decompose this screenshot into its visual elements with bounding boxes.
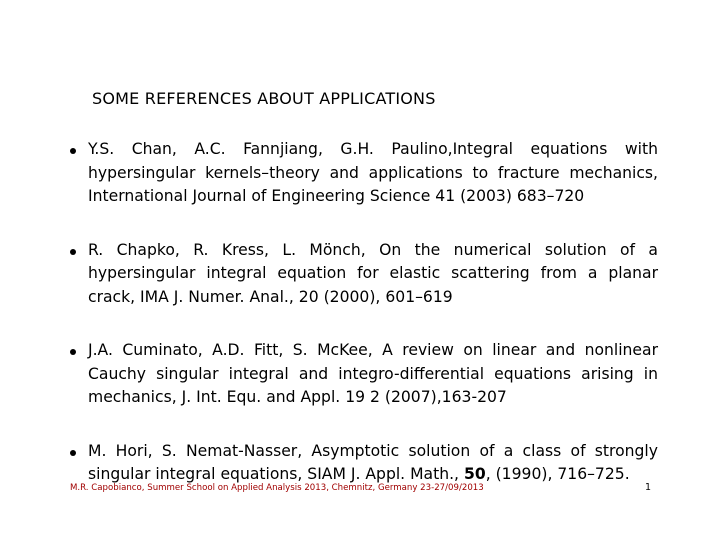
reference-item xyxy=(70,138,658,209)
reference-text: R. Chapko, R. Kress, L. Mönch, On the numerical solution of a hypersingular integral equation for elastic scattering from a planar crack, IMA J. Numer. Anal., 20 (2000), 601–619 xyxy=(88,240,658,306)
reference-text: J.A. Cuminato, A.D. Fitt, S. McKee, A review on linear and nonlinear Cauchy singular integral and integro-differential equations arising in mechanics, J. Int. Equ. and Appl. 19 2 (2007),163-207 xyxy=(88,341,658,406)
bullet-icon xyxy=(70,450,76,456)
bullet-icon xyxy=(70,349,76,355)
reference-text: Y.S. Chan, A.C. Fannjiang, G.H. Paulino,Integral equations with hypersingular kernels–theory and applications to fracture mechanics, International Journal of Engineering Science 41 (2003) 683–720 xyxy=(88,140,658,205)
bullet-icon xyxy=(70,148,76,154)
reference-volume: 50 xyxy=(463,465,486,483)
reference-text-start: M. Hori, S. Nemat-Nasser, Asymptotic solution of a class of strongly singular integral equations, SIAM J. Appl. Math., xyxy=(88,441,658,483)
page-number: 1 xyxy=(645,482,652,493)
reference-item xyxy=(70,440,658,487)
reference-list xyxy=(70,138,658,517)
bullet-icon xyxy=(70,249,76,255)
reference-text-end: , (1990), 716–725. xyxy=(485,465,630,483)
reference-item xyxy=(70,339,658,410)
footer-text: M.R. Capobianco, Summer School on Applied Analysis 2013, Chemnitz, Germany 23-27/09/2013 xyxy=(70,483,484,493)
reference-item xyxy=(70,239,658,310)
reference-text xyxy=(88,442,658,484)
slide-title: SOME REFERENCES ABOUT APPLICATIONS xyxy=(92,89,436,108)
